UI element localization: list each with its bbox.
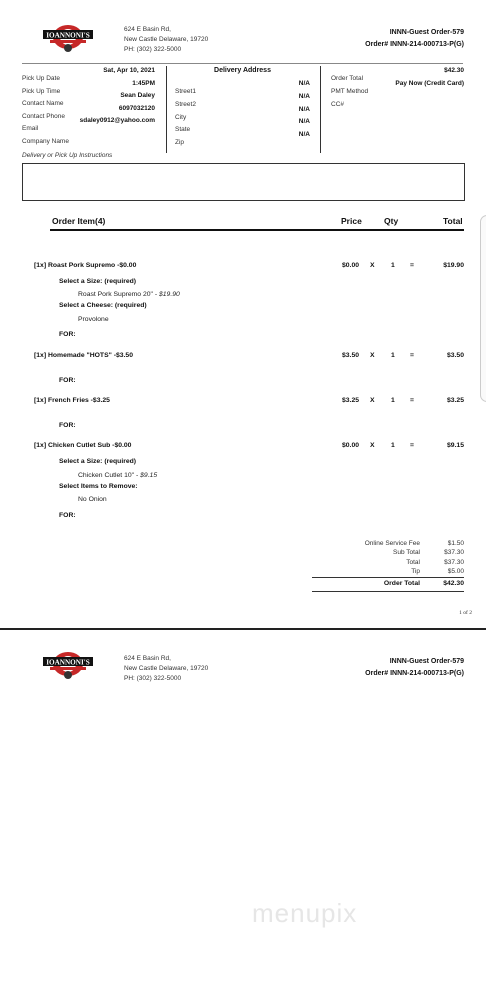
col-total: Total <box>443 216 463 226</box>
zip-label: Zip <box>175 139 185 147</box>
restaurant-phone: PH: (302) 322-5000 <box>124 46 182 53</box>
col-price: Price <box>341 216 362 226</box>
address-line2: New Castle Delaware, 19720 <box>124 665 209 672</box>
pmt-method-value: Pay Now (Credit Card) <box>395 79 464 87</box>
cc-label: CC# <box>331 100 345 108</box>
state-label: State <box>175 126 191 134</box>
zip-value: N/A <box>298 131 310 139</box>
service-fee-label: Online Service Fee <box>364 540 420 547</box>
instructions-label: Delivery or Pick Up Instructions <box>22 152 113 159</box>
address-line2: New Castle Delaware, 19720 <box>124 36 209 43</box>
item-price: $0.00 <box>342 442 360 449</box>
order-total-summary-label: Order Total <box>383 580 420 587</box>
item-qty: 1 <box>391 262 395 269</box>
pmt-method-label: PMT Method <box>331 87 369 95</box>
item-for-label: FOR: <box>59 331 76 338</box>
address-line1: 624 E Basin Rd, <box>124 26 171 33</box>
item-eq: = <box>410 262 414 269</box>
delivery-address-title: Delivery Address <box>214 67 271 74</box>
subtotal-label: Sub Total <box>393 549 420 557</box>
item-x: X <box>370 397 375 404</box>
total-label: Total <box>406 558 420 566</box>
item-option-label: Select a Size: (required) <box>59 278 137 285</box>
order-number: Order# INNN-214-000713-P(G) <box>365 41 464 48</box>
item-total: $9.15 <box>446 442 464 449</box>
page-number: 1 of 2 <box>459 610 472 616</box>
item-name: [1x] Chicken Cutlet Sub -$0.00 <box>34 442 132 449</box>
watermark: menupix <box>252 898 358 928</box>
item-name: [1x] Roast Pork Supremo -$0.00 <box>34 262 137 269</box>
contact-phone: 6097032120 <box>118 104 155 112</box>
item-option-value: Provolone <box>78 316 109 323</box>
item-for-label: FOR: <box>59 512 76 519</box>
restaurant-logo <box>42 19 94 55</box>
col-qty: Qty <box>384 216 399 226</box>
item-for-label: FOR: <box>59 377 76 384</box>
item-price: $3.25 <box>342 397 360 404</box>
street1-value: N/A <box>298 80 310 87</box>
totals-block <box>320 540 464 577</box>
item-price: $3.50 <box>342 352 360 359</box>
item-price: $0.00 <box>342 262 360 269</box>
item-qty: 1 <box>391 352 395 359</box>
order-total-label: Order Total <box>331 75 364 82</box>
item-eq: = <box>410 397 414 404</box>
scrollbar[interactable] <box>480 215 486 402</box>
item-total: $3.50 <box>446 352 464 359</box>
order-title: INNN-Guest Order-579 <box>389 658 464 665</box>
pickup-date: Sat, Apr 10, 2021 <box>103 67 155 74</box>
col-order-item: Order Item(4) <box>52 216 106 226</box>
street1-label: Street1 <box>175 88 196 95</box>
item-x: X <box>370 352 375 359</box>
restaurant-phone: PH: (302) 322-5000 <box>124 675 182 682</box>
tip-value: $5.00 <box>447 567 464 575</box>
email-value: sdaley0912@yahoo.com <box>79 117 155 124</box>
state-value: N/A <box>298 118 310 126</box>
item-qty: 1 <box>391 397 395 404</box>
service-fee-value: $1.50 <box>447 540 464 547</box>
item-x: X <box>370 442 375 449</box>
subtotal-value: $37.30 <box>444 549 464 557</box>
item-eq: = <box>410 352 414 359</box>
pickup-time: 1:45PM <box>132 79 155 87</box>
company-label: Company Name <box>22 137 69 145</box>
instructions-box <box>22 163 465 201</box>
order-title: INNN-Guest Order-579 <box>389 29 464 36</box>
city-value: N/A <box>298 105 310 113</box>
item-option-value: Chicken Cutlet 10" - $9.15 <box>78 472 158 479</box>
pickup-date-label: Pick Up Date <box>22 75 60 82</box>
item-qty: 1 <box>391 442 395 449</box>
restaurant-logo <box>42 646 94 682</box>
item-option-label: Select a Cheese: (required) <box>59 302 147 309</box>
address-line1: 624 E Basin Rd, <box>124 655 171 662</box>
item-eq: = <box>410 442 414 449</box>
item-name: [1x] Homemade "HOTS" -$3.50 <box>34 352 133 359</box>
order-number: Order# INNN-214-000713-P(G) <box>365 670 464 677</box>
email-label: Email <box>22 125 39 132</box>
order-total-value: $42.30 <box>444 67 464 74</box>
item-total: $19.90 <box>443 262 464 269</box>
item-option-value: Roast Pork Supremo 20" - $19.90 <box>78 291 180 298</box>
street2-value: N/A <box>298 92 310 100</box>
tip-label: Tip <box>411 567 420 575</box>
item-total: $3.25 <box>446 397 464 404</box>
logo-text: IOANNONI'S <box>46 658 90 667</box>
item-x: X <box>370 262 375 269</box>
item-option-label: Select Items to Remove: <box>59 483 138 490</box>
total-value: $37.30 <box>444 558 464 566</box>
contact-name: Sean Daley <box>120 92 155 99</box>
contact-phone-label: Contact Phone <box>22 112 66 120</box>
order-total-summary-value: $42.30 <box>443 580 464 587</box>
city-label: City <box>175 113 187 121</box>
logo-text: IOANNONI'S <box>46 31 90 40</box>
item-option-label: Select a Size: (required) <box>59 458 137 465</box>
item-option-value: No Onion <box>78 496 107 503</box>
contact-name-label: Contact Name <box>22 100 64 107</box>
pickup-time-label: Pick Up Time <box>22 87 61 95</box>
item-name: [1x] French Fries -$3.25 <box>34 397 110 404</box>
street2-label: Street2 <box>175 100 196 108</box>
item-for-label: FOR: <box>59 422 76 429</box>
